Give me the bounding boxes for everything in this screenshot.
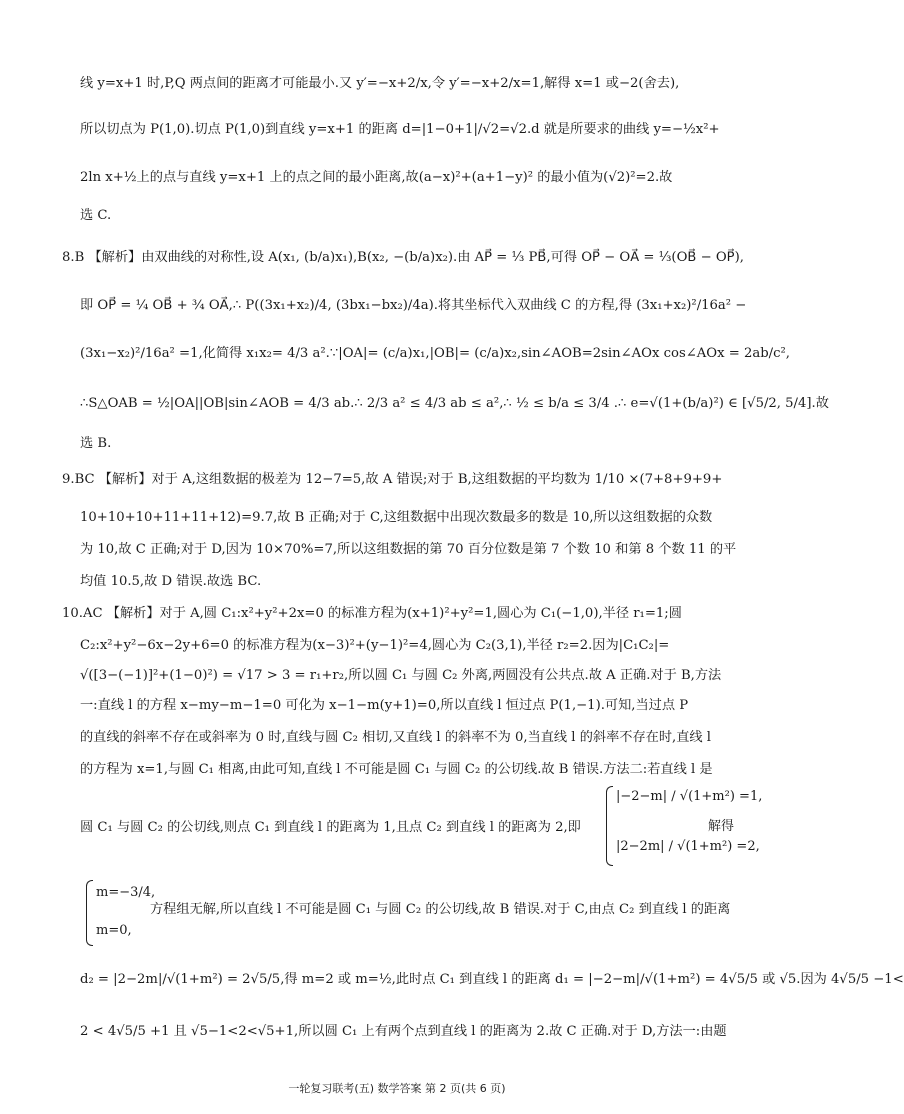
text-line: 圆 C₁ 与圆 C₂ 的公切线,则点 C₁ 到直线 l 的距离为 1,且点 C₂ 到直线 l 的距离为 2,即 — [80, 820, 581, 835]
brace-left — [606, 786, 613, 866]
text-line: 10+10+10+11+11+12)=9.7,故 B 正确;对于 C,这组数据中出现次数最多的数是 10,所以这组数据的众数 — [80, 510, 713, 525]
text-line: ∴S△OAB = ½|OA||OB|sin∠AOB = 4/3 ab.∴ 2/3 a² ≤ 4/3 ab ≤ a²,∴ ½ ≤ b/a ≤ 3/4 .∴ e=√(1+(b/a)²) ∈ [√5/2, 5/4].故 — [80, 396, 829, 411]
system-tail: 解得 — [708, 819, 735, 834]
system-equation: |−2−m| / √(1+m²) =1, — [616, 789, 763, 804]
text-line: 即 OP⃗ = ¼ OB⃗ + ¾ OA⃗,∴ P((3x₁+x₂)/4, (3bx₁−bx₂)/4a).将其坐标代入双曲线 C 的方程,得 (3x₁+x₂)²/16a² − — [80, 298, 747, 313]
text-line: 2 < 4√5/5 +1 且 √5−1<2<√5+1,所以圆 C₁ 上有两个点到直线 l 的距离为 2.故 C 正确.对于 D,方法一:由题 — [80, 1024, 727, 1039]
text-line: 10.AC 【解析】对于 A,圆 C₁:x²+y²+2x=0 的标准方程为(x+1)²+y²=1,圆心为 C₁(−1,0),半径 r₁=1;圆 — [62, 606, 682, 621]
system-equation: |2−2m| / √(1+m²) =2, — [616, 839, 760, 854]
text-line: d₂ = |2−2m|/√(1+m²) = 2√5/5,得 m=2 或 m=½,此时点 C₁ 到直线 l 的距离 d₁ = |−2−m|/√(1+m²) = 4√5/5 或 √5.因为 4√5/5 −1< — [80, 972, 904, 987]
text-line: √([3−(−1)]²+(1−0)²) = √17 > 3 = r₁+r₂,所以圆 C₁ 与圆 C₂ 外离,两圆没有公共点.故 A 正确.对于 B,方法 — [80, 668, 722, 683]
text-line: 均值 10.5,故 D 错误.故选 BC. — [80, 574, 262, 589]
text-line: 9.BC 【解析】对于 A,这组数据的极差为 12−7=5,故 A 错误;对于 B,这组数据的平均数为 1/10 ×(7+8+9+9+ — [62, 472, 723, 487]
text-line: 2ln x+½上的点与直线 y=x+1 上的点之间的最小距离,故(a−x)²+(a+1−y)² 的最小值为(√2)²=2.故 — [80, 170, 673, 185]
page-footer: 一轮复习联考(五) 数学答案 第 2 页(共 6 页) — [288, 1082, 506, 1095]
text-line: 线 y=x+1 时,P,Q 两点间的距离才可能最小.又 y′=−x+2/x,令 y′=−x+2/x=1,解得 x=1 或−2(舍去), — [80, 76, 680, 91]
text-line: C₂:x²+y²−6x−2y+6=0 的标准方程为(x−3)²+(y−1)²=4,圆心为 C₂(3,1),半径 r₂=2.因为|C₁C₂|= — [80, 638, 670, 653]
text-line: 选 B. — [80, 436, 112, 451]
system-equation: m=0, — [96, 923, 132, 938]
text-line: 一:直线 l 的方程 x−my−m−1=0 可化为 x−1−m(y+1)=0,所以直线 l 恒过点 P(1,−1).可知,当过点 P — [80, 698, 689, 713]
text-line: 所以切点为 P(1,0).切点 P(1,0)到直线 y=x+1 的距离 d=|1−0+1|/√2=√2.d 就是所要求的曲线 y=−½x²+ — [80, 122, 720, 137]
text-line: 方程组无解,所以直线 l 不可能是圆 C₁ 与圆 C₂ 的公切线,故 B 错误.对于 C,由点 C₂ 到直线 l 的距离 — [150, 902, 731, 917]
text-line: 的方程为 x=1,与圆 C₁ 相离,由此可知,直线 l 不可能是圆 C₁ 与圆 C₂ 的公切线.故 B 错误.方法二:若直线 l 是 — [80, 762, 713, 777]
text-line: 为 10,故 C 正确;对于 D,因为 10×70%=7,所以这组数据的第 70 百分位数是第 7 个数 10 和第 8 个数 11 的平 — [80, 542, 737, 557]
text-line: 选 C. — [80, 208, 112, 223]
text-line: 8.B 【解析】由双曲线的对称性,设 A(x₁, (b/a)x₁),B(x₂, −(b/a)x₂).由 AP⃗ = ⅓ PB⃗,可得 OP⃗ − OA⃗ = ⅓(OB⃗ − OP⃗), — [62, 250, 744, 265]
brace-left — [86, 880, 93, 946]
text-line: (3x₁−x₂)²/16a² =1,化简得 x₁x₂= 4/3 a².∵|OA|= (c/a)x₁,|OB|= (c/a)x₂,sin∠AOB=2sin∠AOx cos∠AOx = 2ab/c², — [80, 346, 790, 361]
text-line: 的直线的斜率不存在或斜率为 0 时,直线与圆 C₂ 相切,又直线 l 的斜率不为 0,当直线 l 的斜率不存在时,直线 l — [80, 730, 711, 745]
system-equation: m=−3/4, — [96, 885, 156, 900]
